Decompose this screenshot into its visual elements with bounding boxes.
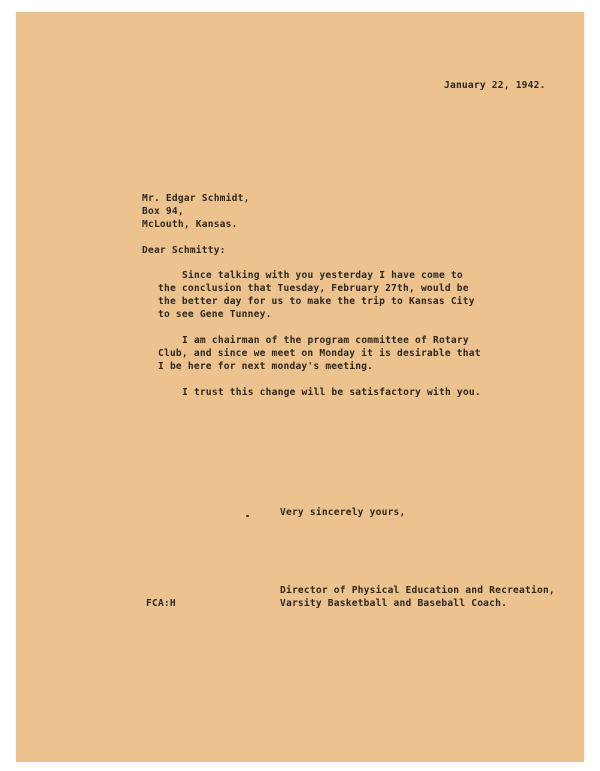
paragraph-line: Since talking with you yesterday I have come to bbox=[182, 270, 463, 281]
paragraph-line: I am chairman of the program committee of Rotary bbox=[182, 335, 469, 346]
recipient-line: Mr. Edgar Schmidt, bbox=[142, 193, 250, 204]
signature-title-line: Director of Physical Education and Recreation, bbox=[280, 585, 555, 596]
ink-speck bbox=[246, 515, 249, 517]
recipient-line: Box 94, bbox=[142, 206, 184, 217]
paragraph-line: the conclusion that Tuesday, February 27th, would be bbox=[158, 283, 469, 294]
signature-title-line: Varsity Basketball and Baseball Coach. bbox=[280, 598, 508, 609]
recipient-line: McLouth, Kansas. bbox=[142, 219, 238, 230]
paragraph-line: I trust this change will be satisfactory with you. bbox=[182, 387, 481, 398]
letter-date: January 22, 1942. bbox=[444, 80, 546, 91]
closing: Very sincerely yours, bbox=[280, 507, 406, 518]
salutation: Dear Schmitty: bbox=[142, 245, 226, 256]
paragraph-line: to see Gene Tunney. bbox=[158, 309, 272, 320]
letter-paper bbox=[16, 12, 584, 762]
paragraph-line: I be here for next monday's meeting. bbox=[158, 361, 374, 372]
typist-initials: FCA:H bbox=[146, 598, 176, 609]
paragraph-line: Club, and since we meet on Monday it is desirable that bbox=[158, 348, 481, 359]
paragraph-line: the better day for us to make the trip to Kansas City bbox=[158, 296, 475, 307]
